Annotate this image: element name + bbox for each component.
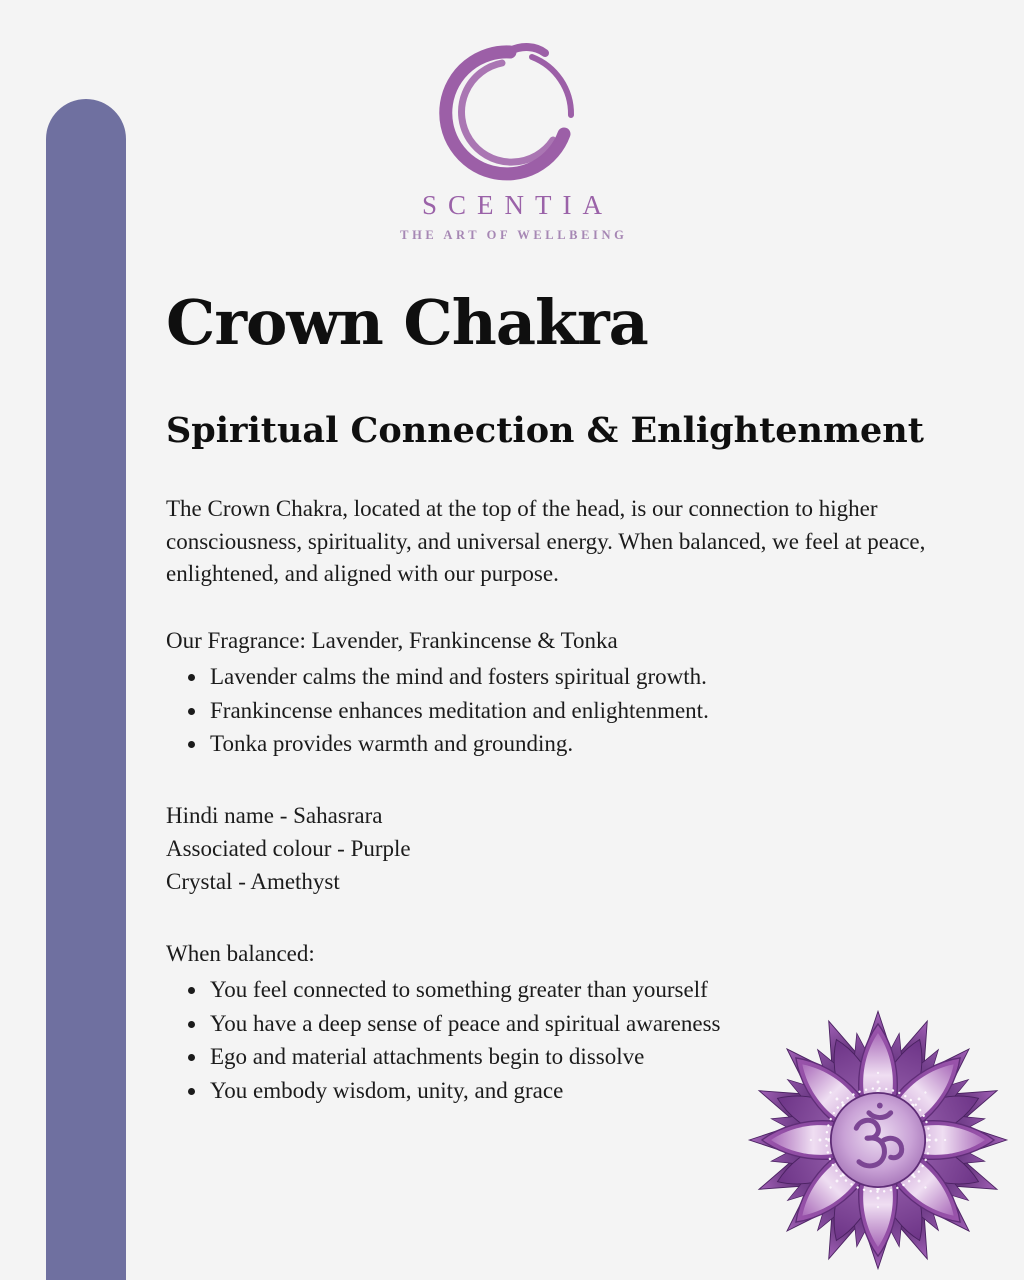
crown-chakra-mandala-om-icon	[738, 1004, 1018, 1276]
detail-crystal: Crystal - Amethyst	[166, 868, 340, 894]
intro-paragraph: The Crown Chakra, located at the top of the head, is our connection to higher consciousness, spirituality, and universal energy. When balanced, we feel at peace, enlightened, and aligned with our purpose.	[166, 496, 926, 587]
detail-associated-colour: Associated colour - Purple	[166, 835, 411, 861]
left-accent-bar	[46, 99, 126, 1280]
balanced-heading: When balanced:	[166, 940, 315, 966]
list-item: • Ego and material attachments begin to dissolve	[208, 1041, 961, 1074]
logo-wordmark: SCENTIA	[422, 190, 613, 220]
enso-brush-circle-icon	[432, 36, 592, 186]
chakra-details	[166, 799, 961, 898]
scentia-logo	[0, 36, 1024, 243]
list-item: • You feel connected to something greater than yourself	[208, 974, 961, 1007]
page-title: Crown Chakra	[166, 286, 648, 359]
page-subtitle: Spiritual Connection & Enlightenment	[166, 410, 924, 452]
list-item: • Lavender calms the mind and fosters spiritual growth.	[208, 661, 961, 694]
list-item: • Tonka provides warmth and grounding.	[208, 728, 961, 761]
list-item: • You have a deep sense of peace and spiritual awareness	[208, 1008, 961, 1041]
detail-hindi-name: Hindi name - Sahasrara	[166, 802, 383, 828]
fragrance-heading: Our Fragrance: Lavender, Frankincense & Tonka	[166, 627, 618, 653]
fragrance-list	[166, 661, 961, 761]
content-column	[166, 248, 961, 1108]
list-item: • Frankincense enhances meditation and enlightenment.	[208, 695, 961, 728]
logo-tagline: THE ART OF WELLBEING	[400, 228, 628, 242]
list-item: • You embody wisdom, unity, and grace	[208, 1075, 961, 1108]
